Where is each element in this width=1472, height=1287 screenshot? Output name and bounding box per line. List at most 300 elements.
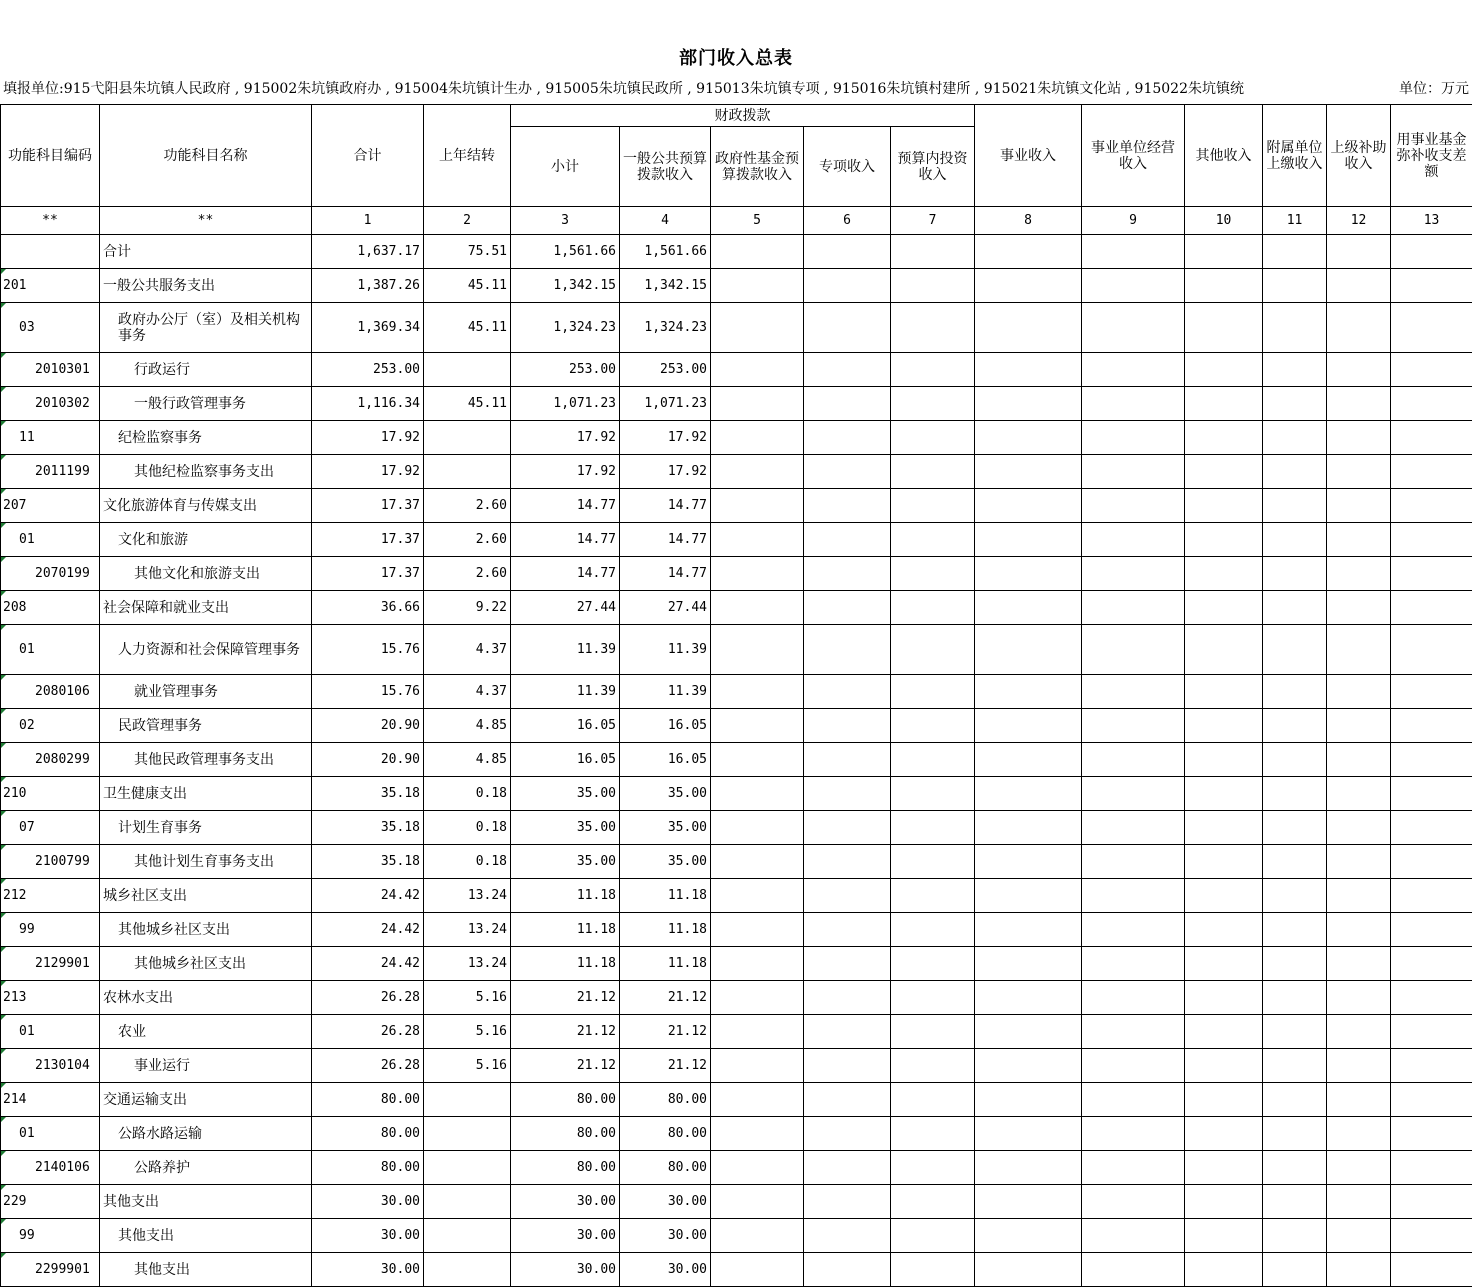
total-cell: 15.76 <box>312 675 424 709</box>
superior-cell <box>1327 625 1391 675</box>
other-income-cell <box>1185 743 1263 777</box>
business-income-cell <box>975 675 1082 709</box>
business-ops-cell <box>1082 591 1185 625</box>
subtotal-cell: 35.00 <box>511 811 620 845</box>
general-budget-cell: 80.00 <box>620 1151 711 1185</box>
total-cell: 80.00 <box>312 1083 424 1117</box>
table-row <box>1 235 1472 269</box>
superior-cell <box>1327 1117 1391 1151</box>
affiliated-cell <box>1263 387 1327 421</box>
other-income-cell <box>1185 1185 1263 1219</box>
affiliated-cell <box>1263 1219 1327 1253</box>
subtotal-cell: 11.18 <box>511 947 620 981</box>
carryover-cell <box>424 353 511 387</box>
code-cell: 2010301 <box>1 353 100 387</box>
other-income-cell <box>1185 1117 1263 1151</box>
affiliated-cell <box>1263 1185 1327 1219</box>
superior-cell <box>1327 981 1391 1015</box>
special-income-cell <box>804 387 891 421</box>
superior-cell <box>1327 1219 1391 1253</box>
carryover-cell <box>424 1117 511 1151</box>
fund-offset-cell <box>1391 523 1472 557</box>
index-cell: 8 <box>975 207 1082 235</box>
header-gov-fund: 政府性基金预算拨款收入 <box>711 127 804 207</box>
carryover-cell <box>424 1185 511 1219</box>
special-income-cell <box>804 269 891 303</box>
header-carryover: 上年结转 <box>424 105 511 207</box>
general-budget-cell: 80.00 <box>620 1083 711 1117</box>
total-cell: 1,116.34 <box>312 387 424 421</box>
code-cell: 207 <box>1 489 100 523</box>
carryover-cell <box>424 455 511 489</box>
name-cell: 文化和旅游 <box>100 523 312 557</box>
carryover-cell: 5.16 <box>424 981 511 1015</box>
index-cell: 7 <box>891 207 975 235</box>
fund-offset-cell <box>1391 947 1472 981</box>
business-ops-cell <box>1082 269 1185 303</box>
carryover-cell: 75.51 <box>424 235 511 269</box>
affiliated-cell <box>1263 557 1327 591</box>
index-cell: 6 <box>804 207 891 235</box>
carryover-cell: 2.60 <box>424 523 511 557</box>
general-budget-cell: 30.00 <box>620 1219 711 1253</box>
subtotal-cell: 30.00 <box>511 1253 620 1287</box>
table-row <box>1 777 1472 811</box>
name-cell: 就业管理事务 <box>100 675 312 709</box>
business-income-cell <box>975 557 1082 591</box>
gov-fund-cell <box>711 303 804 353</box>
subtotal-cell: 17.92 <box>511 455 620 489</box>
header-special-income: 专项收入 <box>804 127 891 207</box>
carryover-cell: 45.11 <box>424 269 511 303</box>
business-ops-cell <box>1082 1185 1185 1219</box>
special-income-cell <box>804 947 891 981</box>
superior-cell <box>1327 879 1391 913</box>
name-cell: 公路水路运输 <box>100 1117 312 1151</box>
business-income-cell <box>975 947 1082 981</box>
subtotal-cell: 80.00 <box>511 1083 620 1117</box>
total-cell: 20.90 <box>312 743 424 777</box>
superior-cell <box>1327 675 1391 709</box>
business-income-cell <box>975 421 1082 455</box>
budget-investment-cell <box>891 709 975 743</box>
subtotal-cell: 1,342.15 <box>511 269 620 303</box>
code-cell: 01 <box>1 1015 100 1049</box>
name-cell: 民政管理事务 <box>100 709 312 743</box>
business-ops-cell <box>1082 981 1185 1015</box>
business-ops-cell <box>1082 523 1185 557</box>
general-budget-cell: 11.39 <box>620 625 711 675</box>
subtotal-cell: 35.00 <box>511 845 620 879</box>
table-row <box>1 557 1472 591</box>
table-row <box>1 303 1472 353</box>
carryover-cell: 13.24 <box>424 879 511 913</box>
other-income-cell <box>1185 523 1263 557</box>
carryover-cell <box>424 1151 511 1185</box>
special-income-cell <box>804 1151 891 1185</box>
special-income-cell <box>804 455 891 489</box>
code-cell: 02 <box>1 709 100 743</box>
subtotal-cell: 80.00 <box>511 1151 620 1185</box>
business-income-cell <box>975 591 1082 625</box>
total-cell: 1,637.17 <box>312 235 424 269</box>
carryover-cell: 45.11 <box>424 303 511 353</box>
budget-investment-cell <box>891 269 975 303</box>
business-income-cell <box>975 455 1082 489</box>
name-cell: 纪检监察事务 <box>100 421 312 455</box>
general-budget-cell: 80.00 <box>620 1117 711 1151</box>
subtotal-cell: 17.92 <box>511 421 620 455</box>
business-income-cell <box>975 811 1082 845</box>
other-income-cell <box>1185 557 1263 591</box>
superior-cell <box>1327 1015 1391 1049</box>
business-income-cell <box>975 1015 1082 1049</box>
header-total: 合计 <box>312 105 424 207</box>
superior-cell <box>1327 743 1391 777</box>
business-ops-cell <box>1082 1049 1185 1083</box>
gov-fund-cell <box>711 523 804 557</box>
business-ops-cell <box>1082 845 1185 879</box>
business-income-cell <box>975 1219 1082 1253</box>
total-cell: 26.28 <box>312 981 424 1015</box>
superior-cell <box>1327 811 1391 845</box>
budget-investment-cell <box>891 557 975 591</box>
table-row <box>1 981 1472 1015</box>
gov-fund-cell <box>711 981 804 1015</box>
total-cell: 30.00 <box>312 1219 424 1253</box>
affiliated-cell <box>1263 523 1327 557</box>
name-cell: 文化旅游体育与传媒支出 <box>100 489 312 523</box>
code-cell: 2130104 <box>1 1049 100 1083</box>
carryover-cell <box>424 1219 511 1253</box>
general-budget-cell: 21.12 <box>620 1015 711 1049</box>
carryover-cell <box>424 1253 511 1287</box>
fund-offset-cell <box>1391 387 1472 421</box>
other-income-cell <box>1185 947 1263 981</box>
code-cell: 01 <box>1 625 100 675</box>
code-cell <box>1 235 100 269</box>
table-row <box>1 523 1472 557</box>
budget-investment-cell <box>891 947 975 981</box>
fund-offset-cell <box>1391 455 1472 489</box>
code-cell: 2299901 <box>1 1253 100 1287</box>
business-income-cell <box>975 1151 1082 1185</box>
superior-cell <box>1327 591 1391 625</box>
code-cell: 99 <box>1 913 100 947</box>
total-cell: 26.28 <box>312 1049 424 1083</box>
index-cell: ** <box>100 207 312 235</box>
budget-investment-cell <box>891 353 975 387</box>
general-budget-cell: 30.00 <box>620 1253 711 1287</box>
subtotal-cell: 14.77 <box>511 557 620 591</box>
business-ops-cell <box>1082 913 1185 947</box>
other-income-cell <box>1185 489 1263 523</box>
carryover-cell: 0.18 <box>424 777 511 811</box>
superior-cell <box>1327 387 1391 421</box>
total-cell: 24.42 <box>312 947 424 981</box>
carryover-cell: 13.24 <box>424 947 511 981</box>
header-affiliated-income: 附属单位上缴收入 <box>1263 105 1327 207</box>
code-cell: 2080299 <box>1 743 100 777</box>
name-cell: 计划生育事务 <box>100 811 312 845</box>
superior-cell <box>1327 523 1391 557</box>
general-budget-cell: 35.00 <box>620 811 711 845</box>
subtotal-cell: 30.00 <box>511 1185 620 1219</box>
name-cell: 其他计划生育事务支出 <box>100 845 312 879</box>
header-name: 功能科目名称 <box>100 105 312 207</box>
business-ops-cell <box>1082 777 1185 811</box>
special-income-cell <box>804 557 891 591</box>
total-cell: 1,387.26 <box>312 269 424 303</box>
name-cell: 一般行政管理事务 <box>100 387 312 421</box>
business-ops-cell <box>1082 353 1185 387</box>
business-ops-cell <box>1082 743 1185 777</box>
budget-investment-cell <box>891 845 975 879</box>
special-income-cell <box>804 625 891 675</box>
table-row <box>1 1049 1472 1083</box>
code-cell: 2100799 <box>1 845 100 879</box>
gov-fund-cell <box>711 387 804 421</box>
fund-offset-cell <box>1391 1049 1472 1083</box>
affiliated-cell <box>1263 777 1327 811</box>
subtotal-cell: 27.44 <box>511 591 620 625</box>
total-cell: 35.18 <box>312 811 424 845</box>
business-ops-cell <box>1082 879 1185 913</box>
fund-offset-cell <box>1391 675 1472 709</box>
business-ops-cell <box>1082 455 1185 489</box>
name-cell: 其他支出 <box>100 1219 312 1253</box>
fund-offset-cell <box>1391 845 1472 879</box>
header-code: 功能科目编码 <box>1 105 100 207</box>
carryover-cell <box>424 421 511 455</box>
general-budget-cell: 17.92 <box>620 455 711 489</box>
gov-fund-cell <box>711 879 804 913</box>
affiliated-cell <box>1263 489 1327 523</box>
special-income-cell <box>804 1083 891 1117</box>
special-income-cell <box>804 777 891 811</box>
special-income-cell <box>804 879 891 913</box>
budget-investment-cell <box>891 235 975 269</box>
affiliated-cell <box>1263 845 1327 879</box>
affiliated-cell <box>1263 811 1327 845</box>
business-income-cell <box>975 1049 1082 1083</box>
total-cell: 80.00 <box>312 1117 424 1151</box>
gov-fund-cell <box>711 455 804 489</box>
code-cell: 212 <box>1 879 100 913</box>
budget-investment-cell <box>891 303 975 353</box>
table-row <box>1 845 1472 879</box>
name-cell: 城乡社区支出 <box>100 879 312 913</box>
other-income-cell <box>1185 981 1263 1015</box>
fund-offset-cell <box>1391 1185 1472 1219</box>
other-income-cell <box>1185 387 1263 421</box>
total-cell: 35.18 <box>312 777 424 811</box>
business-income-cell <box>975 303 1082 353</box>
code-cell: 214 <box>1 1083 100 1117</box>
superior-cell <box>1327 947 1391 981</box>
superior-cell <box>1327 353 1391 387</box>
name-cell: 其他城乡社区支出 <box>100 947 312 981</box>
code-cell: 01 <box>1 523 100 557</box>
business-income-cell <box>975 523 1082 557</box>
affiliated-cell <box>1263 743 1327 777</box>
affiliated-cell <box>1263 455 1327 489</box>
code-cell: 2011199 <box>1 455 100 489</box>
gov-fund-cell <box>711 947 804 981</box>
fund-offset-cell <box>1391 811 1472 845</box>
other-income-cell <box>1185 1083 1263 1117</box>
affiliated-cell <box>1263 947 1327 981</box>
business-income-cell <box>975 913 1082 947</box>
code-cell: 201 <box>1 269 100 303</box>
carryover-cell: 5.16 <box>424 1015 511 1049</box>
affiliated-cell <box>1263 1253 1327 1287</box>
business-ops-cell <box>1082 421 1185 455</box>
total-cell: 15.76 <box>312 625 424 675</box>
carryover-cell: 5.16 <box>424 1049 511 1083</box>
index-cell: 11 <box>1263 207 1327 235</box>
business-income-cell <box>975 1117 1082 1151</box>
special-income-cell <box>804 1219 891 1253</box>
code-cell: 2010302 <box>1 387 100 421</box>
budget-investment-cell <box>891 591 975 625</box>
fund-offset-cell <box>1391 1083 1472 1117</box>
general-budget-cell: 14.77 <box>620 523 711 557</box>
table-row <box>1 1253 1472 1287</box>
other-income-cell <box>1185 455 1263 489</box>
business-ops-cell <box>1082 1015 1185 1049</box>
name-cell: 农业 <box>100 1015 312 1049</box>
business-income-cell <box>975 353 1082 387</box>
name-cell: 其他文化和旅游支出 <box>100 557 312 591</box>
special-income-cell <box>804 913 891 947</box>
header-business-income: 事业收入 <box>975 105 1082 207</box>
other-income-cell <box>1185 235 1263 269</box>
business-income-cell <box>975 489 1082 523</box>
special-income-cell <box>804 523 891 557</box>
subtotal-cell: 11.39 <box>511 675 620 709</box>
general-budget-cell: 1,561.66 <box>620 235 711 269</box>
other-income-cell <box>1185 913 1263 947</box>
code-cell: 2080106 <box>1 675 100 709</box>
subtotal-cell: 14.77 <box>511 523 620 557</box>
carryover-cell: 9.22 <box>424 591 511 625</box>
subtotal-cell: 11.18 <box>511 879 620 913</box>
other-income-cell <box>1185 879 1263 913</box>
business-ops-cell <box>1082 1083 1185 1117</box>
gov-fund-cell <box>711 591 804 625</box>
superior-cell <box>1327 1185 1391 1219</box>
carryover-cell: 45.11 <box>424 387 511 421</box>
budget-investment-cell <box>891 489 975 523</box>
special-income-cell <box>804 489 891 523</box>
total-cell: 1,369.34 <box>312 303 424 353</box>
header-budget-investment: 预算内投资收入 <box>891 127 975 207</box>
index-cell: 1 <box>312 207 424 235</box>
general-budget-cell: 1,071.23 <box>620 387 711 421</box>
total-cell: 24.42 <box>312 913 424 947</box>
gov-fund-cell <box>711 845 804 879</box>
affiliated-cell <box>1263 913 1327 947</box>
subtotal-cell: 1,324.23 <box>511 303 620 353</box>
name-cell: 行政运行 <box>100 353 312 387</box>
total-cell: 24.42 <box>312 879 424 913</box>
fund-offset-cell <box>1391 709 1472 743</box>
total-cell: 80.00 <box>312 1151 424 1185</box>
header-other-income: 其他收入 <box>1185 105 1263 207</box>
header-business-ops-income: 事业单位经营收入 <box>1082 105 1185 207</box>
table-row <box>1 489 1472 523</box>
general-budget-cell: 30.00 <box>620 1185 711 1219</box>
other-income-cell <box>1185 1253 1263 1287</box>
general-budget-cell: 17.92 <box>620 421 711 455</box>
table-row <box>1 1083 1472 1117</box>
special-income-cell <box>804 591 891 625</box>
gov-fund-cell <box>711 235 804 269</box>
superior-cell <box>1327 1083 1391 1117</box>
total-cell: 35.18 <box>312 845 424 879</box>
name-cell: 一般公共服务支出 <box>100 269 312 303</box>
index-cell: 10 <box>1185 207 1263 235</box>
budget-investment-cell <box>891 777 975 811</box>
superior-cell <box>1327 235 1391 269</box>
affiliated-cell <box>1263 1015 1327 1049</box>
other-income-cell <box>1185 353 1263 387</box>
total-cell: 17.37 <box>312 523 424 557</box>
general-budget-cell: 11.39 <box>620 675 711 709</box>
special-income-cell <box>804 845 891 879</box>
budget-investment-cell <box>891 523 975 557</box>
total-cell: 26.28 <box>312 1015 424 1049</box>
carryover-cell: 4.37 <box>424 625 511 675</box>
superior-cell <box>1327 1049 1391 1083</box>
superior-cell <box>1327 913 1391 947</box>
gov-fund-cell <box>711 777 804 811</box>
page-title: 部门收入总表 <box>0 44 1472 70</box>
affiliated-cell <box>1263 421 1327 455</box>
other-income-cell <box>1185 303 1263 353</box>
header-fiscal-group: 财政拨款 <box>511 105 975 127</box>
table-body <box>1 235 1472 1287</box>
gov-fund-cell <box>711 1049 804 1083</box>
subtotal-cell: 21.12 <box>511 1015 620 1049</box>
carryover-cell: 2.60 <box>424 557 511 591</box>
affiliated-cell <box>1263 1083 1327 1117</box>
index-cell: 13 <box>1391 207 1472 235</box>
fund-offset-cell <box>1391 913 1472 947</box>
gov-fund-cell <box>711 1185 804 1219</box>
fund-offset-cell <box>1391 489 1472 523</box>
total-cell: 30.00 <box>312 1253 424 1287</box>
index-cell: 3 <box>511 207 620 235</box>
business-ops-cell <box>1082 1117 1185 1151</box>
table-row <box>1 591 1472 625</box>
carryover-cell <box>424 1083 511 1117</box>
other-income-cell <box>1185 269 1263 303</box>
subtotal-cell: 30.00 <box>511 1219 620 1253</box>
header-general-budget: 一般公共预算拨款收入 <box>620 127 711 207</box>
subtotal-cell: 16.05 <box>511 709 620 743</box>
header-subtotal: 小计 <box>511 127 620 207</box>
subtotal-cell: 11.18 <box>511 913 620 947</box>
special-income-cell <box>804 1015 891 1049</box>
table-row <box>1 743 1472 777</box>
superior-cell <box>1327 1253 1391 1287</box>
reporting-unit-line: 填报单位:915弋阳县朱坑镇人民政府 , 915002朱坑镇政府办 , 915004朱坑镇计生办 , 915005朱坑镇民政所 , 915013朱坑镇专项 , 915016朱坑镇村建所 , 915021朱坑镇文化站 , 915022朱坑镇统 <box>3 78 1383 98</box>
fund-offset-cell <box>1391 353 1472 387</box>
table-row <box>1 1219 1472 1253</box>
special-income-cell <box>804 1185 891 1219</box>
